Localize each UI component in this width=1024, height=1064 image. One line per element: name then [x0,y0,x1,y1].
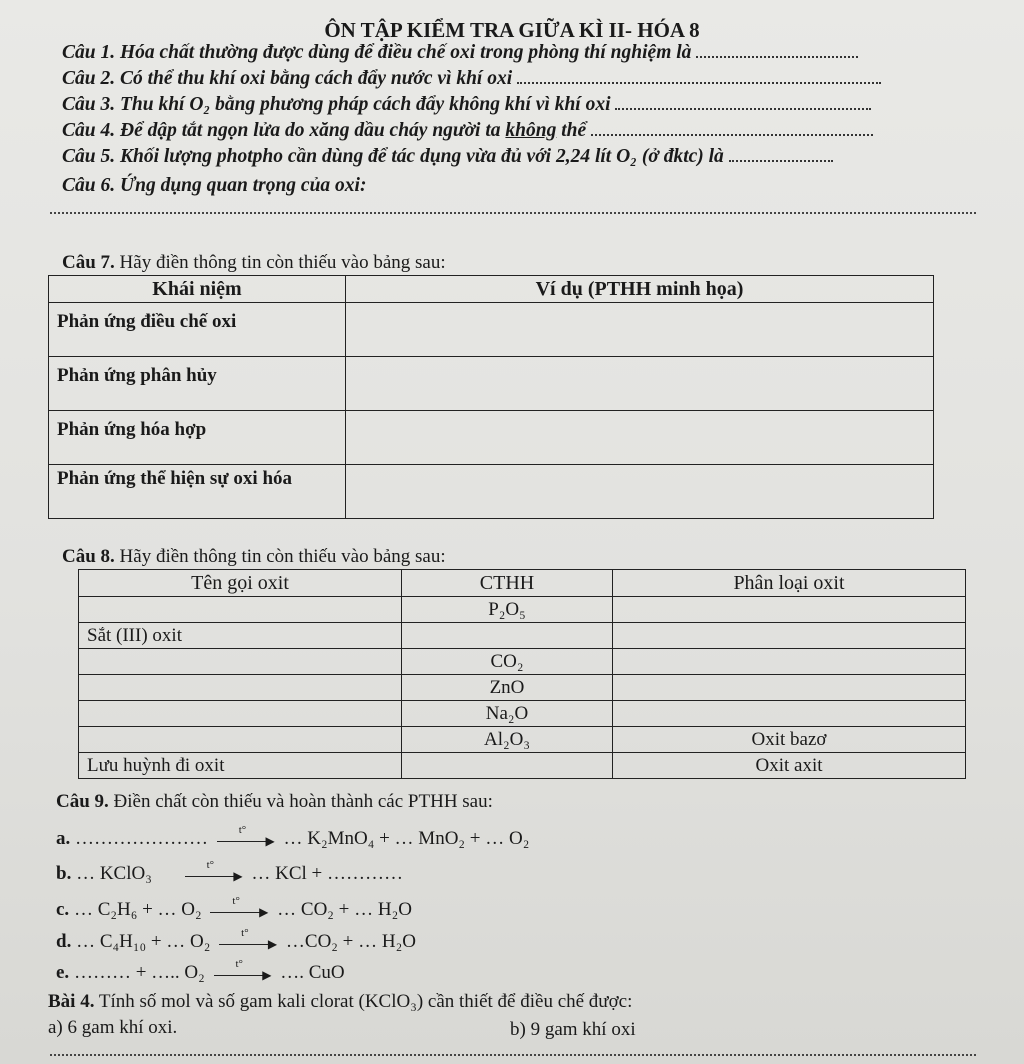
formula-cell [402,753,613,779]
table-row [79,675,966,701]
table-row [79,649,966,675]
oxide-name-cell [79,597,402,623]
table-header-row [79,570,966,597]
table-row [49,465,934,519]
column-header-type: Phân loại oxit [613,570,966,597]
oxide-name-cell [79,701,402,727]
underlined-word: không [505,120,557,141]
formula-cell [402,623,613,649]
table-row [79,597,966,623]
question-label: Câu 4. [62,120,116,141]
table-row [49,411,934,465]
question-instruction: Hãy điền thông tin còn thiếu vào bảng sau: [119,252,446,273]
equation-d [56,926,416,953]
column-header-name: Tên gọi oxit [79,570,402,597]
table-row [79,701,966,727]
exercise-text: Tính số mol và số gam kali clorat (KClO₃) cần thiết để điều chế được: [98,991,633,1012]
reaction-arrow-icon: t° ▶ [185,867,243,883]
type-cell [613,623,966,649]
reaction-arrow-icon: t° ▶ [214,966,272,982]
question-label: Câu 5. [62,146,116,167]
equation-right: … KCl + ………… [251,863,403,884]
exercise-4-part-a: a) 6 gam khí oxi. [48,1017,178,1038]
question-4 [62,120,873,142]
concept-cell: Phản ứng hóa hợp [49,411,346,465]
question-3 [62,94,871,116]
table-row [79,727,966,753]
concept-cell: Phản ứng phân hủy [49,357,346,411]
question-label: Câu 2. [62,68,116,89]
question-label: Câu 7. [62,252,115,273]
exercise-4 [48,991,632,1013]
formula-cell: Al₂O₃ [402,727,613,753]
answer-blank [615,94,871,110]
question-5 [62,146,833,168]
formula-cell: CO₂ [402,649,613,675]
table-row [49,357,934,411]
formula-cell: Na₂O [402,701,613,727]
table-q8 [78,569,966,779]
column-header-example: Ví dụ (PTHH minh họa) [346,276,934,303]
type-cell [613,701,966,727]
reaction-arrow-icon: t° ▶ [217,832,275,848]
question-label: Câu 3. [62,94,116,115]
answer-line-q6 [50,212,976,214]
question-8-heading [62,546,446,568]
question-text: Hóa chất thường được dùng để điều chế oxi trong phòng thí nghiệm là [119,42,692,63]
answer-line-bai4 [50,1054,976,1056]
answer-blank [591,120,873,136]
equation-right: … CO₂ + … H₂O [277,899,412,920]
equation-right: …CO₂ + … H₂O [285,931,416,952]
question-6 [62,175,366,197]
type-cell: Oxit bazơ [613,727,966,753]
equation-label: b. [56,863,72,884]
oxide-name-cell: Lưu huỳnh đi oxit [79,753,402,779]
equation-label: a. [56,828,71,849]
reaction-arrow-icon: t° ▶ [219,935,277,951]
question-text-end: thể [561,120,587,141]
oxide-name-cell [79,675,402,701]
answer-blank [729,146,833,162]
equation-left: ……… + ….. O₂ [73,962,205,983]
question-text: Thu khí O₂ bằng phương pháp cách đẩy không khí vì khí oxi [119,94,611,115]
question-1 [62,42,858,64]
formula-cell: P₂O₅ [402,597,613,623]
question-9-heading [56,791,493,813]
concept-cell: Phản ứng thể hiện sự oxi hóa [49,465,346,519]
answer-blank [696,42,858,58]
equation-label: c. [56,899,70,920]
question-7-heading [62,252,446,274]
reaction-arrow-icon: t° ▶ [210,903,268,919]
exercise-4-part-b: b) 9 gam khí oxi [510,1019,636,1040]
equation-a [56,823,530,850]
equation-left: … C₄H₁₀ + … O₂ [76,931,211,952]
type-cell [613,649,966,675]
equation-b [56,858,403,885]
equation-right: … K₂MnO₄ + … MnO₂ + … O₂ [283,828,530,849]
oxide-name-cell [79,727,402,753]
equation-c [56,894,412,921]
question-text: Khối lượng photpho cần dùng để tác dụng vừa đủ với 2,24 lít O₂ (ở đktc) là [119,146,724,167]
page-title: ÔN TẬP KIỂM TRA GIỮA KÌ II- HÓA 8 [324,18,700,42]
table-row [49,303,934,357]
question-label: Câu 6. [62,175,116,196]
equation-left: … KClO₃ [76,863,152,884]
question-text: Để dập tắt ngọn lửa do xăng dầu cháy người ta [119,120,501,141]
example-cell [346,465,934,519]
example-cell [346,303,934,357]
equation-right: …. CuO [280,962,345,983]
question-label: Câu 1. [62,42,116,63]
question-text: Có thể thu khí oxi bằng cách đẩy nước vì khí oxi [119,68,513,89]
answer-blank [517,68,881,84]
question-instruction: Hãy điền thông tin còn thiếu vào bảng sau: [119,546,446,567]
type-cell: Oxit axit [613,753,966,779]
oxide-name-cell: Sắt (III) oxit [79,623,402,649]
equation-label: d. [56,931,72,952]
question-2 [62,68,881,90]
equation-label: e. [56,962,70,983]
concept-cell: Phản ứng điều chế oxi [49,303,346,357]
column-header-concept: Khái niệm [49,276,346,303]
question-label: Câu 8. [62,546,115,567]
table-header-row [49,276,934,303]
formula-cell: ZnO [402,675,613,701]
equation-left: ………………… [75,828,208,849]
example-cell [346,357,934,411]
question-text: Ứng dụng quan trọng của oxi: [119,175,367,196]
question-instruction: Điền chất còn thiếu và hoàn thành các PTHH sau: [113,791,493,812]
question-label: Câu 9. [56,791,109,812]
table-row [79,623,966,649]
column-header-formula: CTHH [402,570,613,597]
type-cell [613,597,966,623]
table-row [79,753,966,779]
exercise-label: Bài 4. [48,991,95,1012]
oxide-name-cell [79,649,402,675]
equation-e [56,957,345,984]
equation-left: … C₂H₆ + … O₂ [73,899,202,920]
type-cell [613,675,966,701]
table-q7 [48,275,934,519]
example-cell [346,411,934,465]
